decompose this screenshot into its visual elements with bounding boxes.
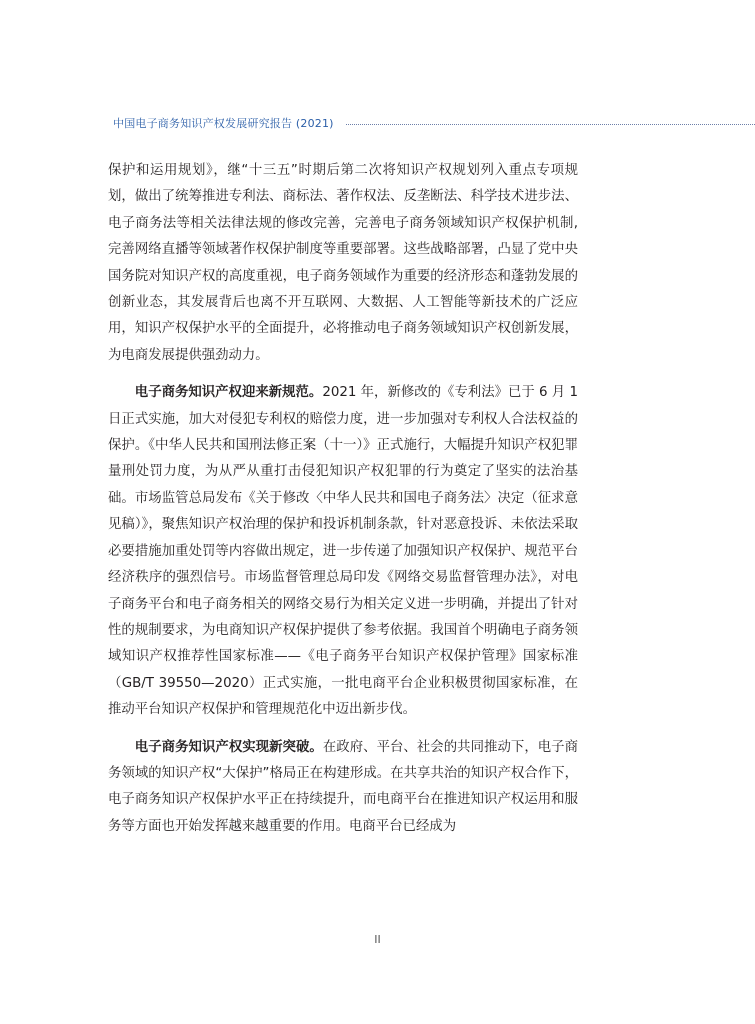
paragraph-new-norms — [108, 380, 578, 723]
paragraph-lead: 电子商务知识产权迎来新规范。 — [134, 385, 323, 401]
paragraph-continued — [108, 158, 578, 369]
report-title: 中国电子商务知识产权发展研究报告 (2021) — [113, 117, 334, 130]
paragraph-new-breakthrough — [108, 735, 578, 841]
body-text — [108, 158, 578, 840]
paragraph-lead: 电子商务知识产权实现新突破。 — [134, 739, 323, 755]
page-number: II — [374, 933, 381, 946]
paragraph-text: 2021 年，新修改的《专利法》已于 6 月 1 日正式实施，加大对侵犯专利权的赔偿力度，进一步加强对专利权人合法权益的保护。《中华人民共和国刑法修正案（十一）》正式施行，大幅提升知识产权犯罪量刑处罚力度，为从严从重打击侵犯知识产权犯罪的行为奠定了坚实的法治基础。市场监管总局发布《关于修改〈中华人民共和国电子商务法〉决定（征求意见稿）》，聚焦知识产权治理的保护和投诉机制条款，针对恶意投诉、未依法采取必要措施加重处罚等内容做出规定，进一步传递了加强知识产权保护、规范平台经济秩序的强烈信号。市场监督管理总局印发《网络交易监督管理办法》，对电子商务平台和电子商务相关的网络交易行为相关定义进一步明确，并提出了针对性的规制要求，为电商知识产权保护提供了参考依据。我国首个明确电子商务领域知识产权推荐性国家标准——《电子商务平台知识产权保护管理》国家标准（GB/T 39550—2020）正式实施，一批电商平台企业积极贯彻国家标准，在推动平台知识产权保护和管理规范化中迈出新步伐。 — [108, 385, 578, 718]
header-dotted-rule — [346, 124, 755, 125]
paragraph-text: 在政府、平台、社会的共同推动下，电子商务领域的知识产权“大保护”格局正在构建形成。在共享共治的知识产权合作下，电子商务知识产权保护水平正在持续提升，而电商平台在推进知识产权运用和服务等方面也开始发挥越来越重要的作用。电商平台已经成为 — [108, 739, 579, 834]
running-header — [113, 116, 755, 132]
paragraph-text: 保护和运用规划》，继“十三五”时期后第二次将知识产权规划列入重点专项规划，做出了统筹推进专利法、商标法、著作权法、反垄断法、科学技术进步法、电子商务法等相关法律法规的修改完善，完善电子商务领域知识产权保护机制,完善网络直播等领域著作权保护制度等重要部署。这些战略部署，凸显了党中央国务院对知识产权的高度重视，电子商务领域作为重要的经济形态和蓬勃发展的创新业态，其发展背后也离不开互联网、大数据、人工智能等新技术的广泛应用，知识产权保护水平的全面提升，必将推动电子商务领域知识产权创新发展，为电商发展提供强劲动力。 — [108, 163, 578, 363]
